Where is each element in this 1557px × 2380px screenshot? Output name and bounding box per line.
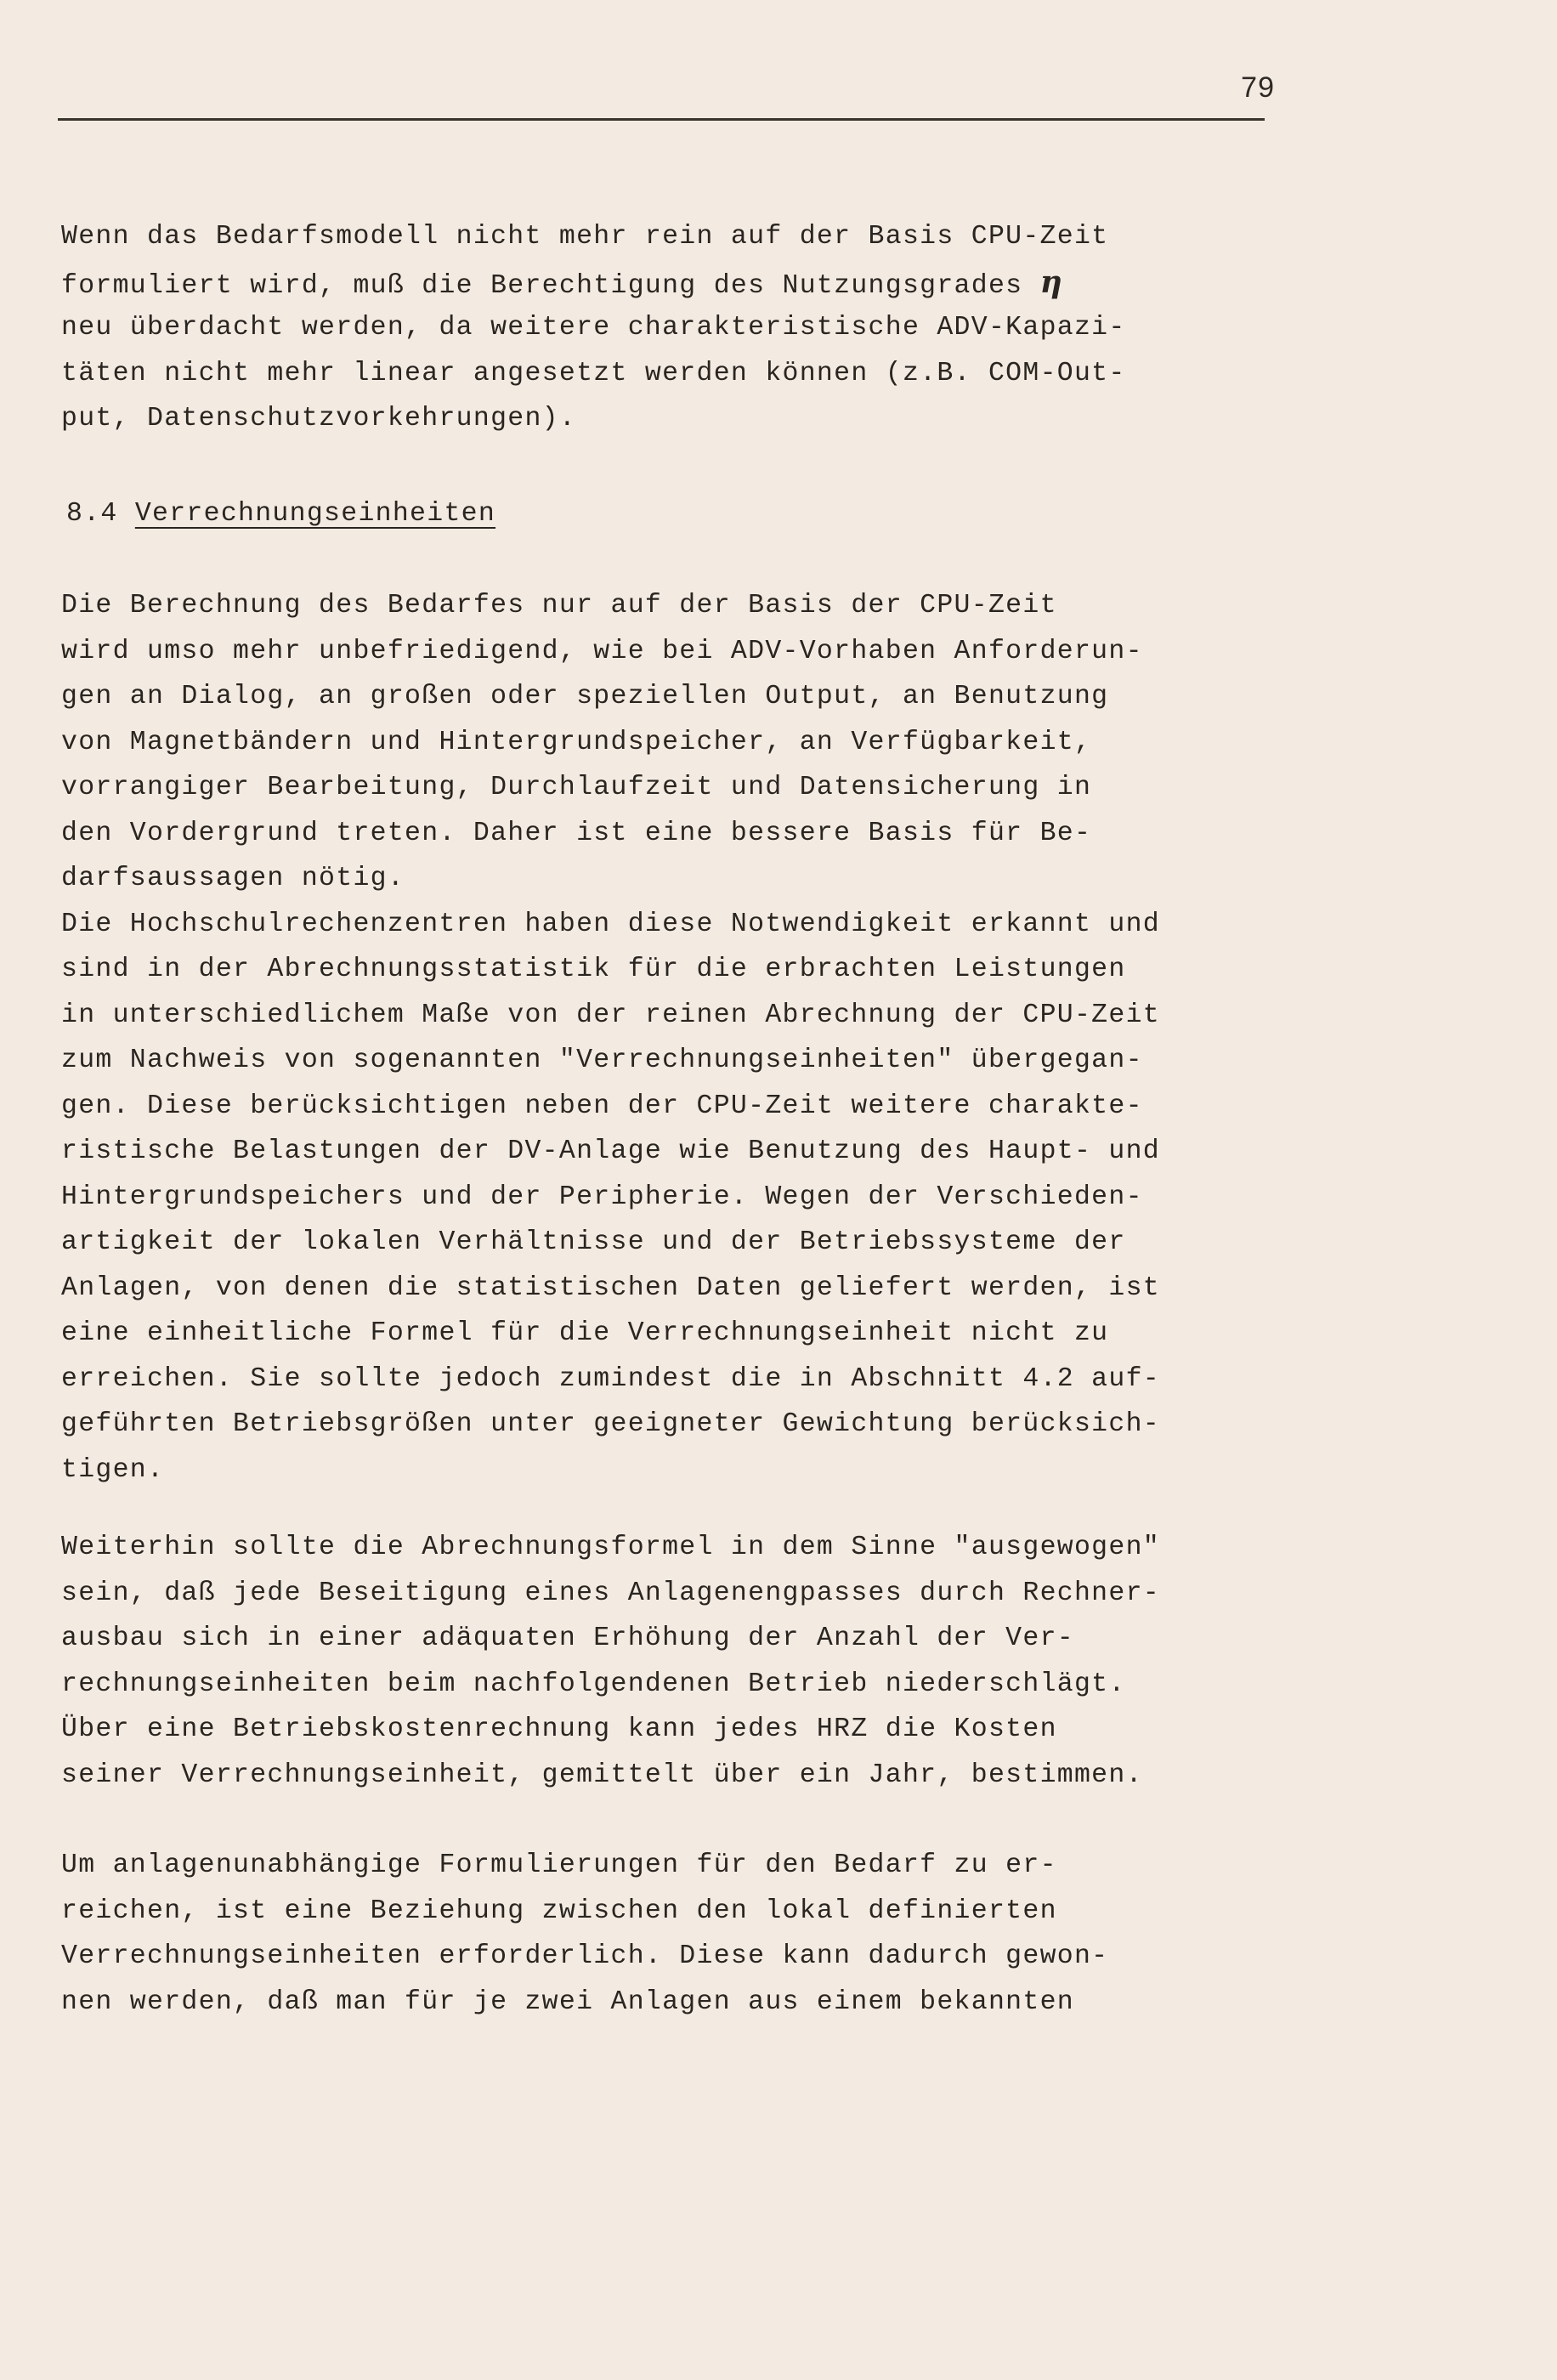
text-line: wird umso mehr unbefriedigend, wie bei ADV-Vorhaben Anforderun- [61,636,1143,666]
text-line: Die Berechnung des Bedarfes nur auf der Basis der CPU-Zeit [61,591,1057,620]
text-line: vorrangiger Bearbeitung, Durchlaufzeit und Datensicherung in [61,773,1092,802]
paragraph-2 [61,1525,1234,1798]
text-line: reichen, ist eine Beziehung zwischen den lokal definierten [61,1896,1057,1926]
text-line: eine einheitliche Formel für die Verrechnungseinheit nicht zu [61,1318,1109,1348]
text-line: Um anlagenunabhängige Formulierungen für den Bedarf zu er- [61,1850,1057,1880]
text-line: put, Datenschutzvorkehrungen). [61,404,577,434]
text-line: sein, daß jede Beseitigung eines Anlagenengpasses durch Rechner- [61,1578,1160,1608]
text-line: Über eine Betriebskostenrechnung kann jedes HRZ die Kosten [61,1714,1057,1744]
paragraph-3 [61,1843,1234,2025]
text-line: Hintergrundspeichers und der Peripherie. Wegen der Verschieden- [61,1182,1143,1212]
text-line: von Magnetbändern und Hintergrundspeicher, an Verfügbarkeit, [61,727,1092,757]
paragraph-1 [61,583,1234,1493]
eta-symbol: η [1039,264,1064,300]
text-line: Verrechnungseinheiten erforderlich. Diese kann dadurch gewon- [61,1941,1109,1971]
text-line: erreichen. Sie sollte jedoch zumindest die in Abschnitt 4.2 auf- [61,1363,1160,1394]
text-line: artigkeit der lokalen Verhältnisse und der Betriebssysteme der [61,1227,1126,1257]
text-line: Wenn das Bedarfsmodell nicht mehr rein auf der Basis CPU-Zeit [61,222,1109,252]
text-line: sind in der Abrechnungsstatistik für die erbrachten Leistungen [61,955,1126,984]
text-line: Weiterhin sollte die Abrechnungsformel in dem Sinne "ausgewogen" [61,1533,1160,1562]
text-line: in unterschiedlichem Maße von der reinen Abrechnung der CPU-Zeit [61,1000,1160,1030]
text-line: gen. Diese berücksichtigen neben der CPU-Zeit weitere charakte- [61,1091,1143,1121]
text-line-content: formuliert wird, muß die Berechtigung des Nutzungsgrades [61,270,1040,301]
text-line: tigen. [61,1454,165,1485]
section-number: 8.4 [66,499,118,529]
header-rule [58,118,1265,121]
text-line: nen werden, daß man für je zwei Anlagen aus einem bekannten [61,1986,1074,2017]
text-line: gen an Dialog, an großen oder speziellen Output, an Benutzung [61,682,1109,711]
text-line: ristische Belastungen der DV-Anlage wie Benutzung des Haupt- und [61,1136,1160,1166]
text-line: seiner Verrechnungseinheit, gemittelt über ein Jahr, bestimmen. [61,1760,1143,1790]
text-line: täten nicht mehr linear angesetzt werden können (z.B. COM-Out- [61,358,1126,388]
text-line: neu überdacht werden, da weitere charakteristische ADV-Kapazi- [61,313,1126,343]
section-heading [66,491,495,536]
text-line: zum Nachweis von sogenannten "Verrechnungseinheiten" übergegan- [61,1046,1143,1075]
text-line: Die Hochschulrechenzentren haben diese Notwendigkeit erkannt und [61,909,1160,939]
text-line: geführten Betriebsgrößen unter geeigneter Gewichtung berücksich- [61,1409,1160,1439]
text-line: Anlagen, von denen die statistischen Daten geliefert werden, ist [61,1272,1160,1303]
text-line [61,260,1234,306]
text-line: den Vordergrund treten. Daher ist eine bessere Basis für Be- [61,818,1092,848]
page-number: 79 [1241,71,1275,104]
text-line: darfsaussagen nötig. [61,864,405,893]
text-line: ausbau sich in einer adäquaten Erhöhung der Anzahl der Ver- [61,1624,1074,1653]
intro-paragraph [61,214,1234,442]
section-title: Verrechnungseinheiten [134,499,496,529]
text-line: rechnungseinheiten beim nachfolgendenen Betrieb niederschlägt. [61,1669,1126,1699]
